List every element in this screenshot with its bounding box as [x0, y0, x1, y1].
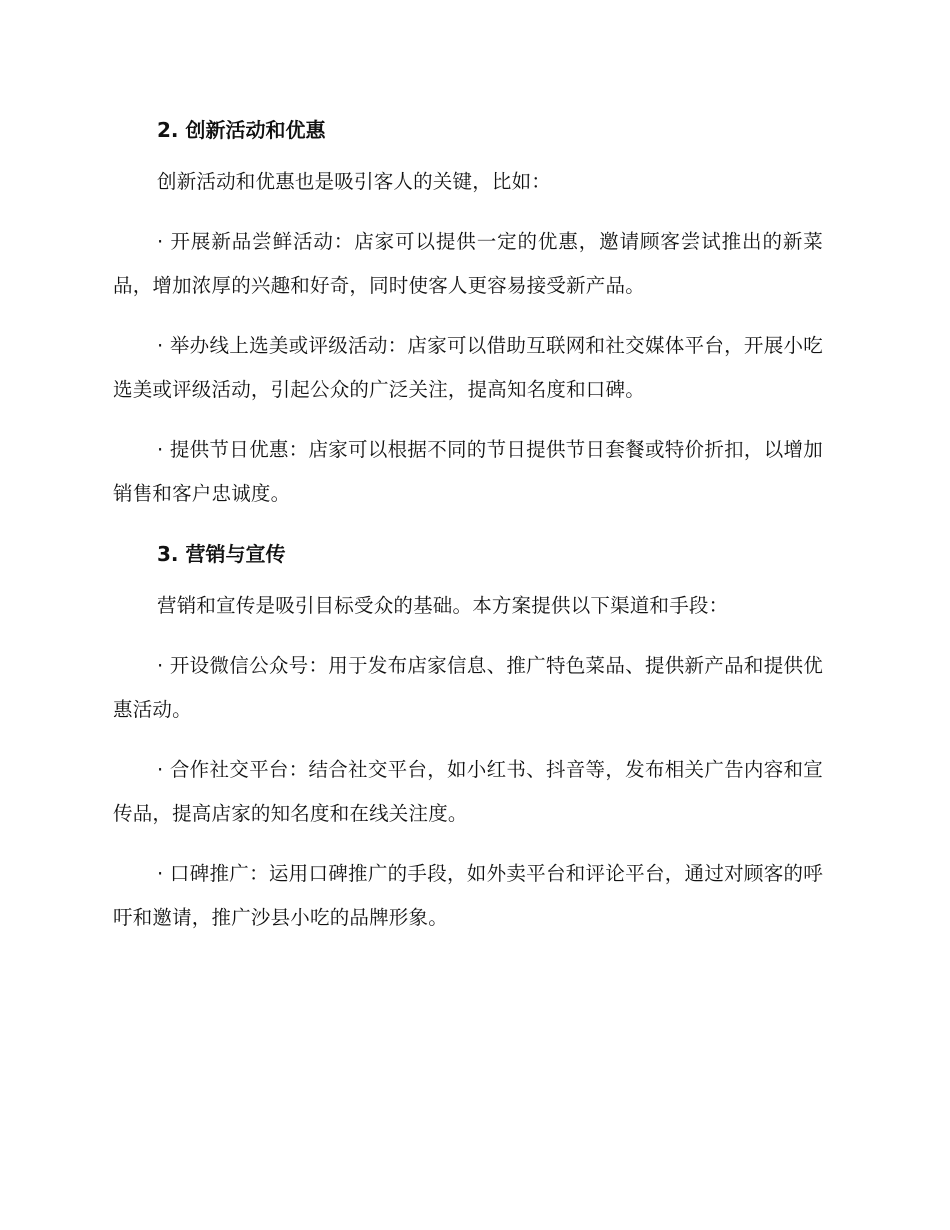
bullet-holiday-discount: · 提供节日优惠：店家可以根据不同的节日提供节日套餐或特价折扣，以增加销售和客户忠诚度。	[113, 438, 823, 505]
section-heading-marketing: 3. 营销与宣传	[157, 542, 286, 566]
bullet-word-of-mouth: · 口碑推广：运用口碑推广的手段，如外卖平台和评论平台，通过对顾客的呼吁和邀请，推广沙县小吃的品牌形象。	[113, 862, 823, 929]
bullet-new-product-trial: · 开展新品尝鲜活动：店家可以提供一定的优惠，邀请顾客尝试推出的新菜品，增加浓厚的兴趣和好奇，同时使客人更容易接受新产品。	[113, 230, 823, 297]
bullet-wechat-account: · 开设微信公众号：用于发布店家信息、推广特色菜品、提供新产品和提供优惠活动。	[113, 654, 823, 721]
section-intro-innovation: 创新活动和优惠也是吸引客人的关键，比如：	[157, 170, 552, 193]
document-body	[113, 108, 823, 956]
section-heading-innovation: 2. 创新活动和优惠	[157, 118, 326, 142]
section-intro-marketing: 营销和宣传是吸引目标受众的基础。本方案提供以下渠道和手段：	[157, 594, 729, 617]
bullet-social-platforms: · 合作社交平台：结合社交平台，如小红书、抖音等，发布相关广告内容和宣传品，提高店家的知名度和在线关注度。	[113, 758, 823, 825]
bullet-online-contest: · 举办线上选美或评级活动：店家可以借助互联网和社交媒体平台，开展小吃选美或评级活动，引起公众的广泛关注，提高知名度和口碑。	[113, 334, 823, 401]
